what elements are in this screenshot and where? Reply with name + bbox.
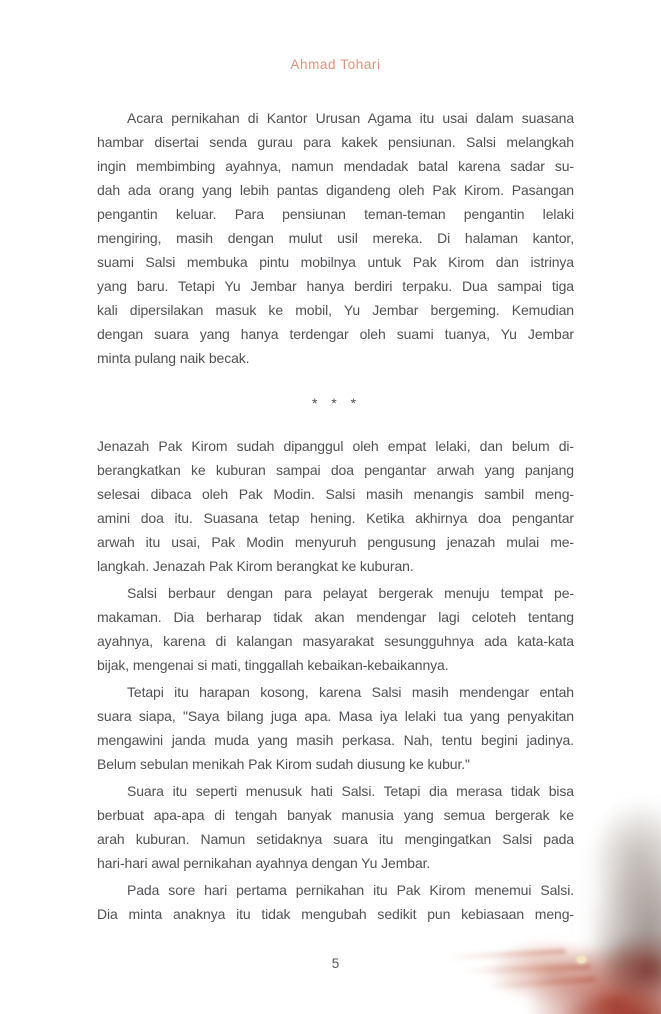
text-line: makaman. Dia berharap tidak akan mendengar lagi celoteh tentang (97, 609, 574, 625)
text-line: mengawini janda muda yang masih perkasa. Nah, tentu begini jadinya. (97, 732, 574, 748)
deep-red-paint-blob (561, 989, 661, 1014)
text-line: ayahnya, karena di kalangan masyarakat sesungguhnya ada kata-kata (97, 633, 574, 649)
text-line: kali dipersilakan masuk ke mobil, Yu Jembar bergeming. Kemudian (97, 302, 574, 318)
text-line: berangkatkan ke kuburan sampai doa pengantar arwah yang panjang (97, 462, 574, 478)
text-line: suara siapa, "Saya bilang juga apa. Masa iya lelaki tua yang penyakitan (97, 708, 574, 724)
text-line: hari-hari awal pernikahan ayahnya dengan Yu Jembar. (97, 855, 431, 871)
dark-red-paint-blob (601, 929, 661, 1009)
text-line: suami Salsi membuka pintu mobilnya untuk Pak Kirom dan istrinya (97, 254, 574, 270)
text-line: selesai dibaca oleh Pak Modin. Salsi masih menangis sambil meng- (97, 486, 574, 502)
text-line: hambar disertai senda gurau para kakek pensiunan. Salsi melangkah (97, 134, 574, 150)
text-line: berbuat apa-apa di tengah banyak manusia yang semua bergerak ke (97, 807, 574, 823)
paragraph (97, 779, 574, 875)
running-header-author: Ahmad Tohari (290, 57, 381, 72)
text-line: langkah. Jenazah Pak Kirom berangkat ke kuburan. (97, 558, 414, 574)
text-line: ingin membimbing ayahnya, namun mendadak batal karena sadar su- (97, 158, 574, 174)
body-text (97, 106, 574, 929)
text-line: yang baru. Tetapi Yu Jembar hanya berdiri terpaku. Dua sampai tiga (97, 278, 574, 294)
page-number: 5 (331, 956, 340, 971)
text-line: minta pulang naik becak. (97, 350, 250, 366)
paragraph (97, 680, 574, 776)
paragraph (97, 106, 574, 370)
text-line: Belum sebulan menikah Pak Kirom sudah diusung ke kubur." (97, 756, 470, 772)
text-line: dengan suara yang hanya terdengar oleh suami tuanya, Yu Jembar (97, 326, 574, 342)
text-line: Suara itu seperti menusuk hati Salsi. Tetapi dia merasa tidak bisa (127, 783, 574, 799)
text-line: Tetapi itu harapan kosong, karena Salsi masih mendengar entah (127, 684, 574, 700)
smoke-blob (591, 799, 661, 919)
text-line: amini doa itu. Suasana tetap hening. Ketika akhirnya doa pengantar (97, 510, 574, 526)
smoke-wash-blob (581, 804, 661, 1014)
text-line: dah ada orang yang lebih pantas digandeng oleh Pak Kirom. Pasangan (97, 182, 574, 198)
text-line: bijak, mengenai si mati, tinggallah kebaikan-kebaikannya. (97, 657, 449, 673)
paragraph (97, 581, 574, 677)
paint-speck (577, 956, 586, 963)
text-line: mengiring, masih dengan mulut usil mereka. Di halaman kantor, (97, 230, 574, 246)
smoke-blob (581, 924, 661, 1004)
text-line: Pada sore hari pertama pernikahan itu Pak Kirom menemui Salsi. (127, 882, 574, 898)
section-separator: * * * (311, 395, 360, 411)
text-line: Jenazah Pak Kirom sudah dipanggul oleh empat lelaki, dan belum di- (97, 438, 574, 454)
text-line: Acara pernikahan di Kantor Urusan Agama itu usai dalam suasana (127, 110, 574, 126)
smoke-blob (591, 859, 661, 999)
text-line: arwah itu usai, Pak Modin menyuruh pengusung jenazah mulai me- (97, 534, 574, 550)
paragraph (97, 878, 574, 926)
text-line: pengantin keluar. Para pensiunan teman-teman pengantin lelaki (97, 206, 574, 222)
paragraph (97, 434, 574, 578)
text-line: Salsi berbaur dengan para pelayat bergerak menuju tempat pe- (127, 585, 574, 601)
text-line: arah kuburan. Namun setidaknya suara itu mengingatkan Salsi pada (97, 831, 574, 847)
text-line: Dia minta anaknya itu tidak mengubah sedikit pun kebiasaan meng- (97, 906, 574, 922)
paint-streak (486, 976, 596, 990)
